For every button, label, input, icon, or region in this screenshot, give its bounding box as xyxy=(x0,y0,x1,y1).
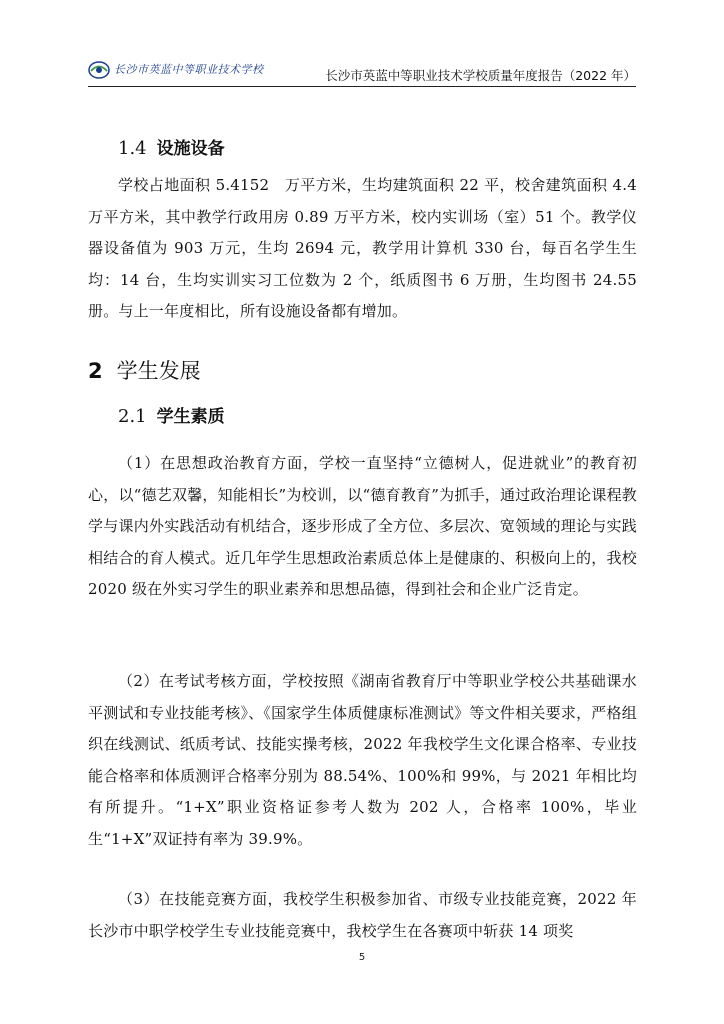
chapter-heading-2 xyxy=(88,355,201,385)
section-number: 1.4 xyxy=(118,138,147,159)
exam-paragraph: （2）在考试考核方面，学校按照《湖南省教育厅中等职业学校公共基础课水平测试和专业技能考核》、《国家学生体质健康标准测试》等文件相关要求，严格组织在线测试、纸质考试、技能实操考核，2022 年我校学生文化课合格率、专业技能合格率和体质测评合格率分别为 88.54%、100%和 99%，与 2021 年相比均有所提升。“1+X”职业资格证参考人数为 202 人，合格率 100%，毕业生“1+X”双证持有率为 39.9%。 xyxy=(88,672,637,848)
chapter-number: 2 xyxy=(88,359,103,383)
page-header xyxy=(88,56,636,86)
school-logo xyxy=(88,58,264,80)
school-emblem-icon xyxy=(88,58,110,80)
section-heading-1-4 xyxy=(118,134,225,159)
facilities-paragraph: 学校占地面积 5.4152 万平方米，生均建筑面积 22 平，校舍建筑面积 4.4 万平方米，其中教学行政用房 0.89 万平方米，校内实训场（室）51 个。教学仪器设备值为 903 万元，生均 2694 元，教学用计算机 330 台，每百名学生生均：14 台，生均实训实习工位数为 2 个，纸质图书 6 万册，生均图书 24.55 册。与上一年度相比，所有设施设备都有增加。 xyxy=(88,176,637,320)
report-title: 长沙市英蓝中等职业技术学校质量年度报告（2022 年） xyxy=(325,68,636,83)
chapter-title: 学生发展 xyxy=(116,359,201,383)
ideology-paragraph: （1）在思想政治教育方面，学校一直坚持“立德树人，促进就业”的教育初心，以“德艺双馨，知能相长”为校训，以“德育教育”为抓手，通过政治理论课程教学与课内外实践活动有机结合，逐步形成了全方位、多层次、宽领域的理论与实践相结合的育人模式。近几年学生思想政治素质总体上是健康的、积极向上的，我校 2020 级在外实习学生的职业素养和思想品德，得到社会和企业广泛肯定。 xyxy=(88,454,637,598)
section-heading-2-1 xyxy=(118,402,225,427)
section-title: 学生素质 xyxy=(156,407,225,427)
header-divider xyxy=(88,86,636,87)
competition-paragraph: （3）在技能竞赛方面，我校学生积极参加省、市级专业技能竞赛，2022 年长沙市中职学校学生专业技能竞赛中，我校学生在各赛项中斩获 14 项奖 xyxy=(88,890,637,940)
page-number: 5 xyxy=(358,952,366,963)
section-number: 2.1 xyxy=(118,406,147,427)
logo-text: 长沙市英蓝中等职业技术学校 xyxy=(114,63,264,76)
section-title: 设施设备 xyxy=(156,139,225,159)
